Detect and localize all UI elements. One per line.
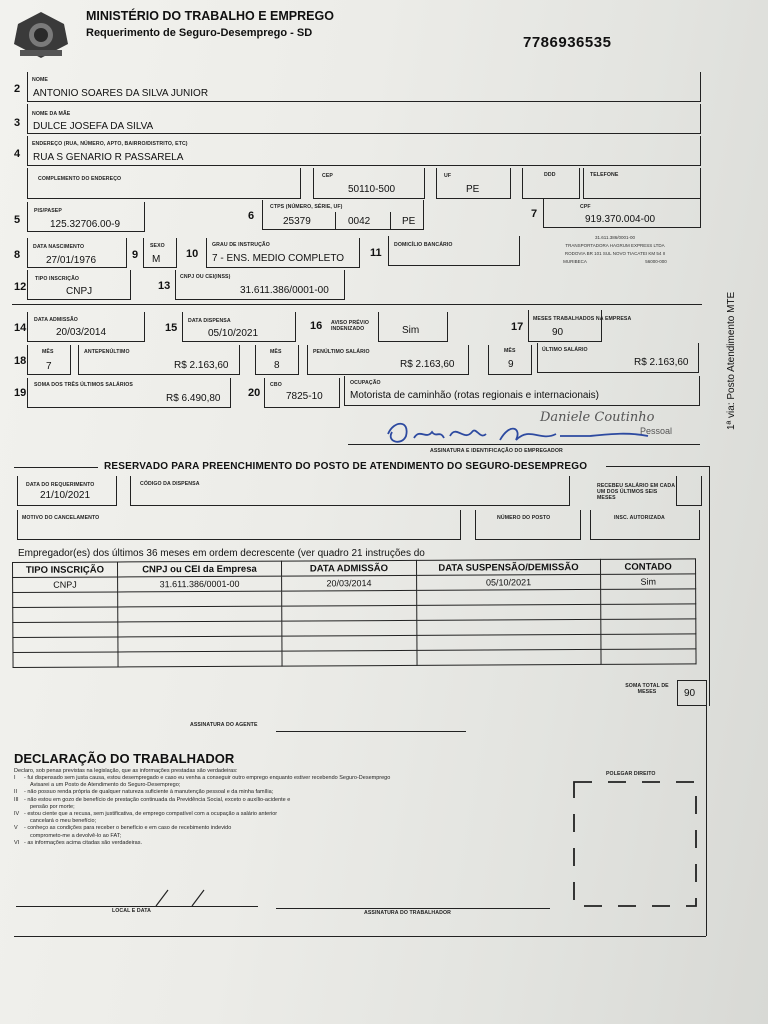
declaracao-item-text: - não estou em gozo de benefício de prestação continuada da Previdência Social, exceto o auxílio-acidente e <box>24 796 291 803</box>
declaracao-item-text: pensão por morte; <box>30 803 75 810</box>
uf-value[interactable]: PE <box>466 184 480 195</box>
field-number: 18 <box>14 355 27 367</box>
declaracao-item-text: - estou ciente que a recusa, sem justificativa, de emprego compatível com a ocupação a salário anterior <box>24 811 278 818</box>
motivo-label: MOTIVO DO CANCELAMENTO <box>22 515 100 521</box>
table-cell[interactable] <box>417 649 602 665</box>
table-cell[interactable] <box>601 589 696 604</box>
column-header: DATA ADMISSÃO <box>282 560 417 576</box>
declaracao-item <box>14 818 494 825</box>
cep-label: CEP <box>322 173 333 179</box>
field-number: 14 <box>14 322 27 334</box>
signature-stamp-sub: Pessoal <box>640 426 673 436</box>
handwritten-signature <box>380 418 680 450</box>
polegar-label: POLEGAR DIREITO <box>606 771 656 777</box>
table-cell[interactable] <box>282 590 417 606</box>
field-number: 8 <box>14 249 21 261</box>
sexo-label: SEXO <box>150 243 165 249</box>
declaracao-item-number: VI <box>14 839 20 846</box>
table-cell[interactable] <box>118 651 283 667</box>
form-number: 7786936535 <box>523 34 612 51</box>
thumbprint-box <box>570 778 702 910</box>
recebeu-salario-box <box>676 476 702 506</box>
telefone-label: TELEFONE <box>590 172 619 178</box>
table-cell[interactable]: 20/03/2014 <box>282 575 417 591</box>
soma-total-value[interactable]: 90 <box>684 688 696 699</box>
field-number: 11 <box>370 247 382 259</box>
declaracao-item-text: - não possuo renda própria de qualquer natureza suficiente à manutenção pessoal e da minha família; <box>24 789 274 796</box>
table-cell[interactable]: CNPJ <box>13 577 118 593</box>
admissao-value[interactable]: 20/03/2014 <box>56 327 107 338</box>
field-number: 6 <box>248 210 255 222</box>
table-cell[interactable] <box>601 619 696 634</box>
column-header: TIPO INSCRIÇÃO <box>13 562 118 578</box>
table-cell[interactable] <box>282 620 417 636</box>
table-cell[interactable] <box>282 650 417 666</box>
dispensa-value[interactable]: 05/10/2021 <box>208 328 259 339</box>
declaracao-item <box>14 775 494 782</box>
local-data-label: LOCAL E DATA <box>112 908 151 914</box>
instrucao-value[interactable]: 7 - ENS. MEDIO COMPLETO <box>212 253 345 264</box>
declaracao-item <box>14 811 494 818</box>
table-cell[interactable] <box>118 636 283 652</box>
declaracao-item-text: - conheço as condições para receber o benefício e em caso de recebimento indevido <box>24 825 232 832</box>
declaracao-item <box>14 804 494 811</box>
assinatura-trabalhador-line[interactable] <box>276 908 550 909</box>
antepenultimo-label: ANTEPENÚLTIMO <box>84 349 130 355</box>
ultimo-label: ÚLTIMO SALÁRIO <box>542 347 588 353</box>
bottom-border <box>14 936 706 937</box>
field-number: 12 <box>14 281 27 293</box>
declaracao-item <box>14 782 494 789</box>
declaracao-title: DECLARAÇÃO DO TRABALHADOR <box>14 751 235 766</box>
date-slashes <box>150 886 220 908</box>
table-cell[interactable] <box>13 622 118 638</box>
penultimo-value[interactable]: R$ 2.163,60 <box>400 359 455 370</box>
stamp-line: 31.611.386/0001-00 <box>595 235 635 240</box>
declaracao-item-text: cancelará o meu benefício; <box>30 818 97 825</box>
mes-label: MÊS <box>504 348 516 354</box>
signature-stamp-name: Daniele Coutinho <box>540 410 655 425</box>
stamp-line: MURIBECA <box>563 259 587 264</box>
aviso-label: AVISO PRÉVIO INDENIZADO <box>331 320 370 332</box>
cep-value[interactable]: 50110-500 <box>348 184 396 195</box>
declaracao-item-number: I <box>14 775 16 781</box>
table-cell[interactable]: 31.611.386/0001-00 <box>117 576 282 592</box>
ctps-uf[interactable]: PE <box>402 216 416 227</box>
field-number: 13 <box>158 280 171 292</box>
declaracao-item <box>14 833 494 840</box>
table-cell[interactable] <box>117 591 282 607</box>
declaracao-item <box>14 840 494 847</box>
cbo-value[interactable]: 7825-10 <box>286 391 323 402</box>
field-number: 15 <box>165 322 178 334</box>
reserved-top-line <box>606 466 710 467</box>
field-number: 3 <box>14 117 21 129</box>
declaracao-item-text: Avisarei a um Posto de Atendimento do Seguro-Desemprego; <box>30 782 181 789</box>
declaracao-item <box>14 797 494 804</box>
declaracao-item-number: V <box>14 825 18 832</box>
cnpj-value[interactable]: 31.611.386/0001-00 <box>240 285 329 296</box>
declaracao-item-number: III <box>14 796 19 803</box>
field-number: 7 <box>531 208 538 220</box>
agente-signature-line[interactable] <box>276 731 466 732</box>
declaracao-intro: Declaro, sob penas previstas na legislação, que as informações prestadas são verdadeiras: <box>14 768 238 774</box>
domicilio-box <box>388 236 520 266</box>
penultimo-label: PENÚLTIMO SALÁRIO <box>313 349 370 355</box>
field-number: 17 <box>511 321 524 333</box>
nome-label: NOME <box>32 77 48 83</box>
nascimento-label: DATA NASCIMENTO <box>33 244 85 250</box>
ddd-label: DDD <box>544 172 556 178</box>
meses-value[interactable]: 90 <box>552 327 564 338</box>
soma-value[interactable]: R$ 6.490,80 <box>166 393 221 404</box>
mes-value[interactable]: 7 <box>46 361 52 372</box>
table-cell[interactable] <box>13 607 118 623</box>
ctps-divider <box>390 212 391 230</box>
ctps-serie[interactable]: 0042 <box>348 216 371 227</box>
tipo-inscricao-label: TIPO INSCRIÇÃO <box>35 276 80 282</box>
table-cell[interactable] <box>117 606 282 622</box>
dispensa-label: DATA DISPENSA <box>188 318 231 324</box>
table-cell[interactable] <box>601 649 696 664</box>
table-cell[interactable] <box>282 605 417 621</box>
table-cell[interactable] <box>416 589 601 605</box>
stamp-line: 56000-000 <box>645 259 667 264</box>
uf-label: UF <box>444 173 452 179</box>
table-cell[interactable] <box>13 637 118 653</box>
endereco-value[interactable]: RUA S GENARIO R PASSARELA <box>33 152 184 163</box>
mes-label: MÊS <box>270 349 282 355</box>
field-number: 5 <box>14 214 21 226</box>
section-divider <box>12 304 702 305</box>
local-data-line[interactable] <box>16 906 258 907</box>
column-header: CONTADO <box>601 559 696 574</box>
form-title: Requerimento de Seguro-Desemprego - SD <box>86 27 313 39</box>
insc-autorizada-label: INSC. AUTORIZADA <box>614 515 665 521</box>
assinatura-trabalhador-label: ASSINATURA DO TRABALHADOR <box>364 910 451 916</box>
mes-value[interactable]: 9 <box>508 359 514 370</box>
bottom-right-border <box>706 706 707 936</box>
employer-signature-line <box>348 444 700 445</box>
ocupacao-label: OCUPAÇÃO <box>350 380 381 386</box>
cpf-label: CPF <box>580 204 591 210</box>
complemento-label: COMPLEMENTO DO ENDEREÇO <box>38 176 122 182</box>
table-cell[interactable] <box>601 604 696 619</box>
ocupacao-value[interactable]: Motorista de caminhão (rotas regionais e internacionais) <box>350 390 600 401</box>
field-number: 2 <box>14 83 21 95</box>
aviso-value[interactable]: Sim <box>402 325 420 336</box>
table-cell[interactable] <box>282 635 417 651</box>
domicilio-label: DOMICÍLIO BANCÁRIO <box>394 242 453 248</box>
field-number: 19 <box>14 387 27 399</box>
meses-box <box>528 310 602 342</box>
reserved-right-border <box>709 466 710 706</box>
employers-table <box>12 558 697 668</box>
employer-signature-label: ASSINATURA E IDENTIFICAÇÃO DO EMPREGADOR <box>430 448 563 454</box>
reserved-title: RESERVADO PARA PREENCHIMENTO DO POSTO DE ATENDIMENTO DO SEGURO-DESEMPREGO <box>104 461 588 472</box>
column-header: DATA SUSPENSÃO/DEMISSÃO <box>416 559 601 575</box>
data-requerimento-label: DATA DO REQUERIMENTO <box>26 482 95 488</box>
reserved-top-line <box>14 467 98 468</box>
mae-label: NOME DA MÃE <box>32 111 71 117</box>
declaracao-item-number: II <box>14 789 18 796</box>
table-cell[interactable] <box>416 619 601 635</box>
admissao-label: DATA ADMISSÃO <box>34 317 78 323</box>
cbo-label: CBO <box>270 382 282 388</box>
stamp-line: TRANSPORTADORA HAGRUM EXPRESS LTDA <box>565 243 665 248</box>
column-header: CNPJ ou CEI da Empresa <box>117 561 282 577</box>
table-cell[interactable] <box>601 634 696 649</box>
mes-value[interactable]: 8 <box>274 360 280 371</box>
table-cell[interactable] <box>416 604 601 620</box>
declaracao-item <box>14 789 494 796</box>
nome-value[interactable]: ANTONIO SOARES DA SILVA JUNIOR <box>33 88 209 99</box>
company-stamp <box>534 234 696 292</box>
complemento-box <box>27 168 301 199</box>
table-cell[interactable] <box>417 634 602 650</box>
declaracao-item-number: IV <box>14 811 20 818</box>
endereco-label: ENDEREÇO (RUA, NÚMERO, APTO, BAIRRO/DISTRITO, ETC) <box>32 141 188 147</box>
numero-posto-label: NÚMERO DO POSTO <box>497 515 551 521</box>
table-cell[interactable]: 05/10/2021 <box>416 574 601 590</box>
ctps-divider <box>335 212 336 230</box>
antepenultimo-value[interactable]: R$ 2.163,60 <box>174 360 229 371</box>
field-number: 20 <box>248 387 261 399</box>
table-row <box>13 649 696 668</box>
cnpj-label: CNPJ OU CEI(INSS) <box>180 274 231 280</box>
table-cell[interactable] <box>13 592 118 608</box>
side-via-note: 1ª via: Posto Atendimento MTE <box>726 291 737 430</box>
agente-label: ASSINATURA DO AGENTE <box>190 722 258 728</box>
declaracao-item <box>14 825 494 832</box>
instrucao-label: GRAU DE INSTRUÇÃO <box>212 242 270 248</box>
codigo-dispensa-label: CÓDIGO DA DISPENSA <box>140 481 200 487</box>
employers-intro: Empregador(es) dos últimos 36 meses em ordem decrescente (ver quadro 21 instruções do <box>18 548 425 559</box>
stamp-line: RODOVIA BR 101 SUL NOVO TIACATEI KM 54 II <box>564 251 666 256</box>
meses-label: MESES TRABALHADOS NA EMPRESA <box>533 316 632 322</box>
ctps-numero[interactable]: 25379 <box>283 216 311 227</box>
table-cell[interactable]: Sim <box>601 574 696 589</box>
ministry-title: MINISTÉRIO DO TRABALHO E EMPREGO <box>86 9 334 23</box>
field-number: 9 <box>132 249 139 261</box>
ultimo-value[interactable]: R$ 2.163,60 <box>634 357 689 368</box>
pis-value[interactable]: 125.32706.00-9 <box>50 219 121 230</box>
table-cell[interactable] <box>13 652 118 668</box>
declaracao-items <box>14 775 494 847</box>
sexo-value[interactable]: M <box>152 254 161 265</box>
data-requerimento-value[interactable]: 21/10/2021 <box>40 490 91 501</box>
field-number: 16 <box>310 320 323 332</box>
cpf-value[interactable]: 919.370.004-00 <box>585 214 656 225</box>
field-number: 4 <box>14 148 21 160</box>
declaracao-item-text: - fui dispensado sem justa causa, estou desempregado e caso eu venha a conseguir outro emprego enquanto estiver recebendo Seguro-Desemprego <box>24 775 391 781</box>
declaracao-item-text: comprometo-me a devolvê-lo ao FAT; <box>30 832 121 839</box>
soma-label: SOMA DOS TRÊS ÚLTIMOS SALÁRIOS <box>34 382 133 388</box>
mes-label: MÊS <box>42 349 54 355</box>
mae-value[interactable]: DULCE JOSEFA DA SILVA <box>33 121 154 132</box>
table-cell[interactable] <box>118 621 283 637</box>
declaracao-item-text: - as informações acima citadas são verdadeiras. <box>24 839 142 846</box>
ctps-label: CTPS (NÚMERO, SÉRIE, UF) <box>270 204 343 210</box>
nascimento-value[interactable]: 27/01/1976 <box>46 255 97 266</box>
brasao-emblem <box>12 10 70 60</box>
tipo-inscricao-value[interactable]: CNPJ <box>66 286 93 297</box>
pis-label: PIS/PASEP <box>34 208 62 214</box>
recebeu-salario-label: RECEBEU SALÁRIO EM CADA UM DOS ÚLTIMOS SEIS MESES <box>597 483 675 501</box>
soma-total-label: SOMA TOTAL DE MESES <box>625 683 669 695</box>
field-number: 10 <box>186 248 199 260</box>
